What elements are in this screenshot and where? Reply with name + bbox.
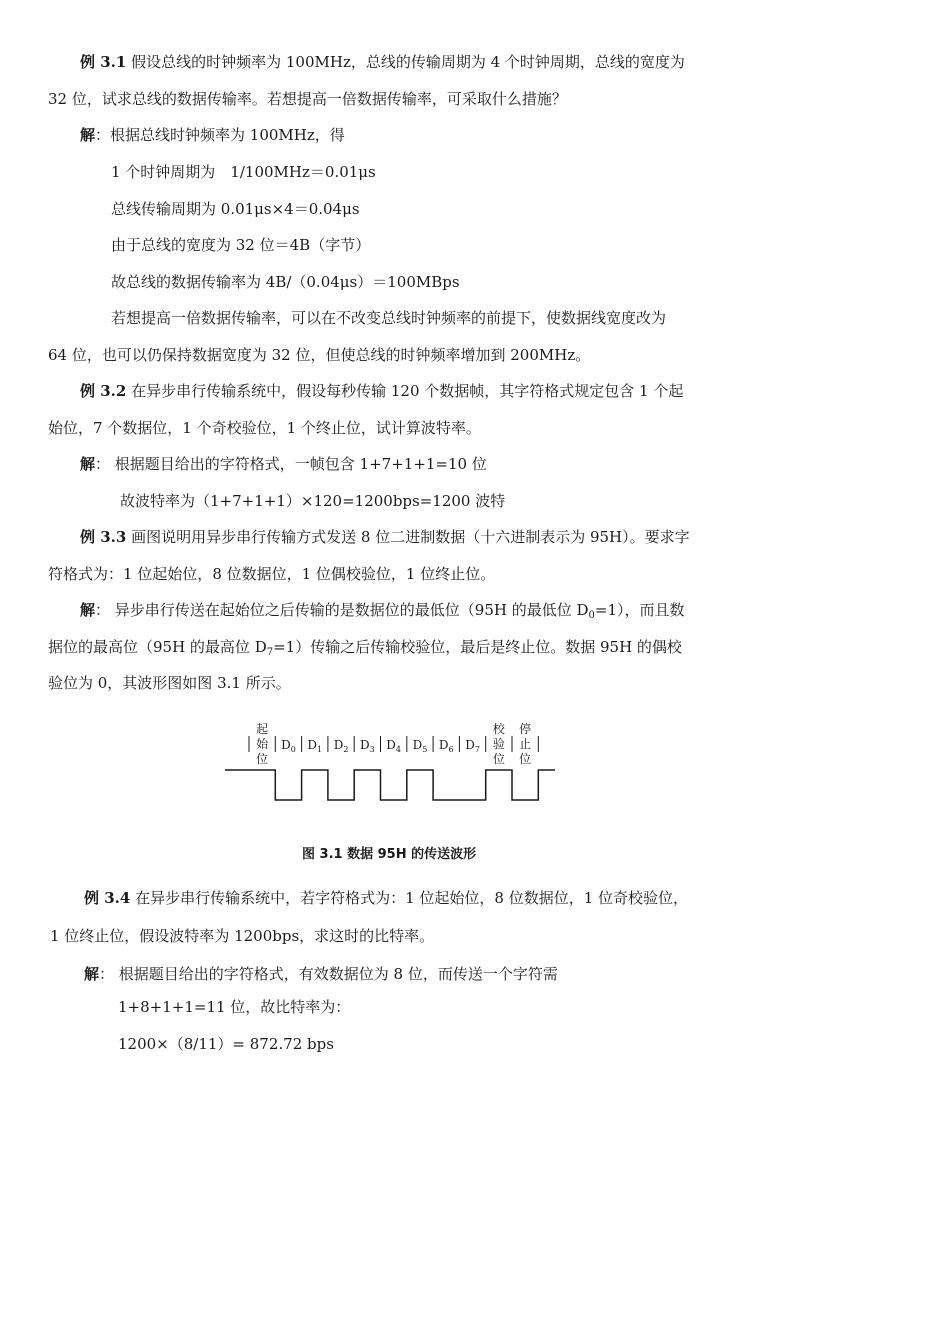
ex31-answer-line3: 由于总线的宽度为 32 位＝4B（字节） — [111, 236, 371, 254]
ex34-label: 例 3.4 — [84, 889, 131, 907]
ex33-question-line1: 例 3.3 画图说明用异步串行传输方式发送 8 位二进制数据（十六进制表示为 95H）。要求字 — [80, 528, 690, 546]
ex34-answer-label: 解 — [84, 965, 100, 983]
ex31-answer-line6: 64 位，也可以仍保持数据宽度为 32 位，但使总线的时钟频率增加到 200MHz。 — [48, 346, 591, 364]
data-bit-label: $D_3$ — [359, 738, 375, 754]
ex34-question-line2: 1 位终止位，假设波特率为 1200bps，求这时的比特率。 — [50, 927, 435, 945]
waveform-diagram — [215, 716, 555, 806]
data-bit-label: $D_1$ — [307, 738, 323, 754]
ex32-question-line2: 始位，7 个数据位，1 个奇校验位，1 个终止位，试计算波特率。 — [48, 419, 481, 437]
data-bit-label: $D_6$ — [438, 738, 454, 754]
stop-bit-label: 止 — [519, 737, 532, 751]
parity-bit-label: 位 — [492, 752, 505, 766]
start-bit-label: 始 — [256, 737, 269, 751]
ex33-answer-line1: 解： 异步串行传送在起始位之后传输的是数据位的最低位（95H 的最低位 $D_0=1$），而且数 — [80, 601, 685, 621]
ex34-answer-line3: 1200×（8/11）= 872.72 bps — [118, 1035, 334, 1053]
ex31-question-line2: 32 位，试求总线的数据传输率。若想提高一倍数据传输率，可采取什么措施？ — [48, 90, 567, 108]
ex31-question-line1: 例 3.1 假设总线的时钟频率为 100MHz，总线的传输周期为 4 个时钟周期，总线的宽度为 — [80, 53, 685, 71]
data-bit-label: $D_0$ — [281, 738, 296, 754]
ex32-question-line1: 例 3.2 在异步串行传输系统中，假设每秒传输 120 个数据帧，其字符格式规定包含 1 个起 — [80, 382, 684, 400]
ex33-answer-line2: 据位的最高位（95H 的最高位 $D_7=1$）传输之后传输校验位，最后是终止位。数据 95H 的偶校 — [48, 638, 682, 658]
ex34-answer-line1: 解： 根据题目给出的字符格式，有效数据位为 8 位，而传送一个字符需 — [84, 965, 558, 983]
ex33-answer-label: 解 — [80, 601, 96, 619]
ex31-answer-line5: 若想提高一倍数据传输率，可以在不改变总线时钟频率的前提下，使数据线宽度改为 — [111, 309, 667, 327]
ex31-answer-line2: 总线传输周期为 0.01μs×4＝0.04μs — [111, 200, 360, 218]
start-bit-label: 起 — [256, 722, 269, 736]
stop-bit-label: 位 — [519, 752, 532, 766]
ex34-question-line1: 例 3.4 在异步串行传输系统中，若字符格式为：1 位起始位，8 位数据位，1 位奇校验位， — [84, 889, 689, 907]
ex32-answer-line1: 解： 根据题目给出的字符格式，一帧包含 1+7+1+1=10 位 — [80, 455, 487, 473]
ex34-answer-line2: 1+8+1+1=11 位，故比特率为： — [118, 998, 351, 1016]
ex31-answer-label: 解 — [80, 126, 96, 144]
ex31-answer-line4: 故总线的数据传输率为 4B/（0.04μs）＝100MBps — [111, 273, 460, 291]
data-bit-label: $D_4$ — [386, 738, 402, 754]
ex31-label: 例 3.1 — [80, 53, 127, 71]
ex31-answer-line1: 1 个时钟周期为 1/100MHz＝0.01μs — [111, 163, 376, 181]
ex33-question-line2: 符格式为：1 位起始位，8 位数据位，1 位偶校验位，1 位终止位。 — [48, 565, 496, 583]
data-bit-label: $D_7$ — [465, 738, 480, 754]
data-bit-label: $D_5$ — [412, 738, 428, 754]
ex31-answer-intro: 解：根据总线时钟频率为 100MHz，得 — [80, 126, 345, 144]
ex32-answer-label: 解 — [80, 455, 96, 473]
ex32-answer-line2: 故波特率为（1+7+1+1）×120=1200bps=1200 波特 — [120, 492, 506, 510]
ex32-label: 例 3.2 — [80, 382, 127, 400]
parity-bit-label: 验 — [492, 737, 505, 751]
signal-waveform — [225, 770, 555, 800]
data-bit-label: $D_2$ — [333, 738, 349, 754]
parity-bit-label: 校 — [492, 722, 505, 736]
stop-bit-label: 停 — [519, 722, 532, 736]
start-bit-label: 位 — [256, 752, 269, 766]
figure-caption: 图 3.1 数据 95H 的传送波形 — [302, 847, 477, 862]
ex33-answer-line3: 验位为 0，其波形图如图 3.1 所示。 — [48, 674, 291, 692]
ex33-label: 例 3.3 — [80, 528, 127, 546]
